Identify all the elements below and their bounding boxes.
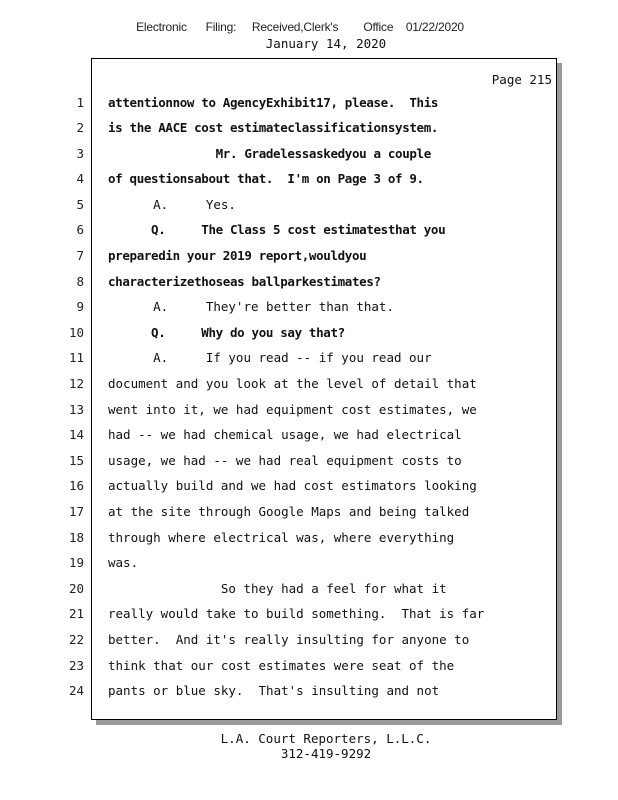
transcript-line (0, 371, 618, 397)
line-number: 4 (76, 171, 84, 187)
line-number: 5 (76, 196, 84, 212)
line-number: 12 (68, 376, 84, 392)
filing-stamp: Electronic Filing: Received,Clerk's Office 01/22/2020 (136, 20, 464, 34)
transcript-lines (0, 90, 618, 704)
line-number: 18 (68, 529, 84, 545)
line-text: document and you look at the level of detail that (108, 376, 477, 392)
line-text: think that our cost estimates were seat of the (108, 657, 455, 673)
line-text: A. Yes. (108, 196, 236, 212)
line-number: 9 (76, 299, 84, 315)
line-text: pants or blue sky. That's insulting and not (108, 683, 440, 699)
line-text: characterizethoseas ballparkestimates? (108, 273, 381, 289)
transcript-line (0, 90, 618, 116)
line-text: of questionsabout that. I'm on Page 3 of 9. (108, 171, 424, 187)
transcript-line (0, 499, 618, 525)
transcript-line (0, 115, 618, 141)
line-text: attentionnow to AgencyExhibit17, please. This (108, 94, 439, 110)
transcript-line (0, 473, 618, 499)
line-text: at the site through Google Maps and being talked (108, 504, 470, 519)
line-text: A. If you read -- if you read our (108, 350, 432, 366)
transcript-line (0, 320, 618, 346)
line-number: 23 (68, 657, 84, 673)
footer (0, 731, 618, 761)
line-text: preparedin your 2019 report,wouldyou (108, 248, 367, 264)
line-text: So they had a feel for what it (108, 580, 447, 596)
line-text: through where electrical was, where everything (108, 529, 455, 545)
line-text: actually build and we had cost estimators looking (108, 478, 477, 494)
line-number: 21 (68, 606, 84, 622)
line-text: better. And it's really insulting for anyone to (108, 631, 470, 647)
transcript-line (0, 601, 618, 627)
transcript-line (0, 243, 618, 269)
line-text: A. They're better than that. (108, 299, 394, 315)
transcript-line (0, 422, 618, 448)
transcript-line (0, 627, 618, 653)
transcript-line (0, 166, 618, 192)
line-text: is the AACE cost estimateclassificationsystem. (108, 120, 439, 136)
line-number: 15 (68, 452, 84, 468)
line-number: 13 (68, 401, 84, 417)
transcript-line (0, 141, 618, 167)
line-number: 10 (68, 324, 84, 340)
transcript-line (0, 550, 618, 576)
line-text: Mr. Gradelessaskedyou a couple (108, 145, 431, 161)
line-number: 20 (68, 580, 84, 596)
line-number: 8 (76, 273, 84, 289)
transcript-line (0, 525, 618, 551)
line-number: 14 (68, 427, 84, 443)
line-text: Q. The Class 5 cost estimatesthat you (108, 222, 446, 238)
transcript-line (0, 345, 618, 371)
transcript-date: January 14, 2020 (265, 36, 387, 51)
footer-phone: 312-419-9292 (280, 746, 372, 761)
line-number: 7 (76, 248, 84, 264)
transcript-line (0, 217, 618, 243)
line-text: usage, we had -- we had real equipment costs to (108, 452, 462, 468)
line-number: 2 (76, 120, 84, 136)
transcript-line (0, 576, 618, 602)
footer-company: L.A. Court Reporters, L.L.C. (220, 731, 432, 746)
line-number: 16 (68, 478, 84, 494)
transcript-line (0, 397, 618, 423)
transcript-line (0, 678, 618, 704)
transcript-line (0, 448, 618, 474)
line-number: 22 (68, 631, 84, 647)
line-text: was. (108, 555, 139, 571)
line-number: 19 (68, 555, 84, 571)
transcript-line (0, 269, 618, 295)
line-text: Q. Why do you say that? (108, 324, 345, 340)
line-number: 6 (76, 222, 84, 238)
line-text: really would take to build something. That is far (108, 606, 485, 622)
line-number: 3 (76, 145, 84, 161)
line-number: 11 (68, 350, 84, 366)
line-number: 24 (68, 683, 84, 699)
line-number: 17 (68, 504, 84, 519)
page-number: Page 215 (491, 72, 552, 87)
line-number: 1 (76, 94, 84, 110)
transcript-line (0, 653, 618, 679)
transcript-line (0, 192, 618, 218)
line-text: went into it, we had equipment cost estimates, we (108, 401, 477, 417)
transcript-line (0, 294, 618, 320)
line-text: had -- we had chemical usage, we had electrical (108, 427, 462, 443)
